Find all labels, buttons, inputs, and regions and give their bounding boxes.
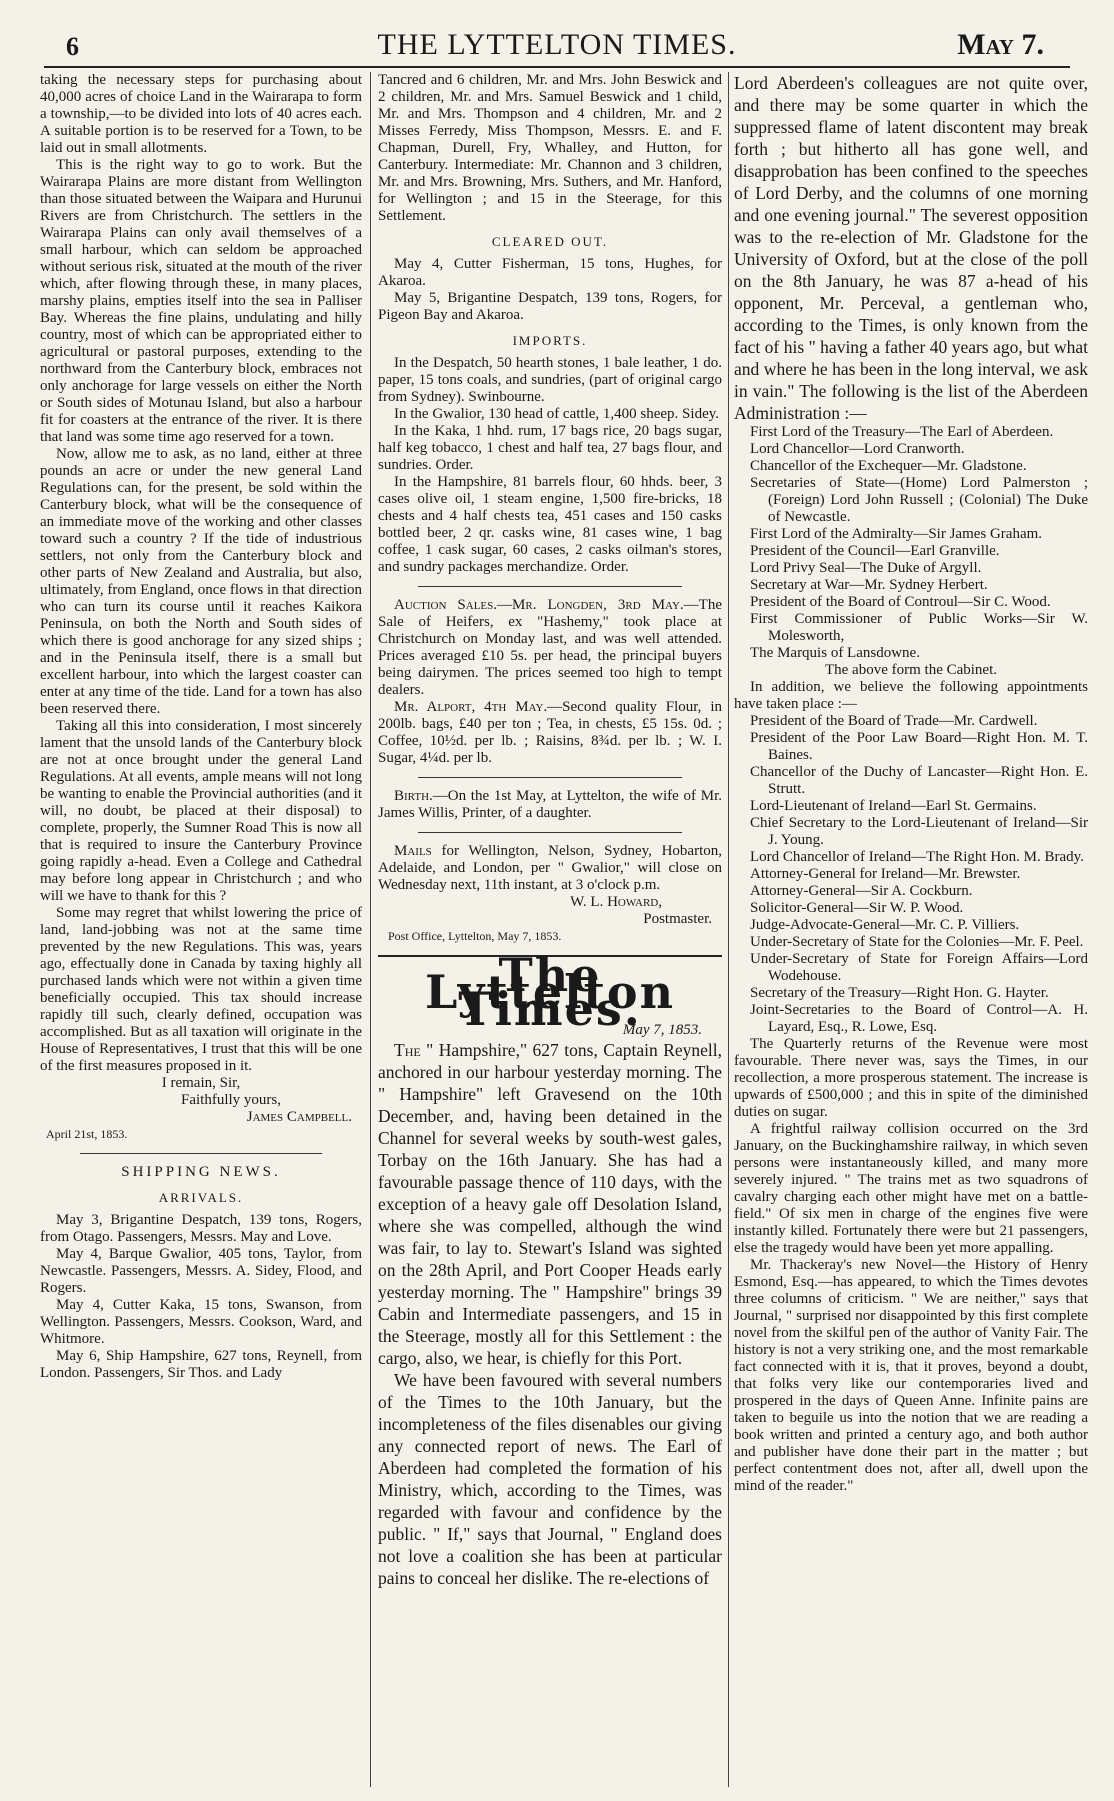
appointment-item: Attorney-General for Ireland—Mr. Brewster. bbox=[750, 866, 1021, 882]
appointment-item: Chief Secretary to the Lord-Lieutenant of Ireland—Sir J. Young. bbox=[750, 815, 1088, 848]
cabinet-item: First Lord of the Treasury—The Earl of Aberdeen. bbox=[750, 424, 1054, 440]
appointment-item: Chancellor of the Duchy of Lancaster—Right Hon. E. Strutt. bbox=[750, 764, 1088, 797]
appointment-item: Under-Secretary of State for Foreign Affairs—Lord Wodehouse. bbox=[750, 951, 1088, 984]
appointment-item: Solicitor-General—Sir W. P. Wood. bbox=[750, 900, 964, 916]
railway-paragraph: A frightful railway collision occurred on the 3rd January, on the Buckinghamshire railway, in which seven persons were instantaneously killed, and many more severely injured. " The trains met as two squadrons of cavalry charging each other might have met on a battle-field." Of six men in charge of the engines five were instantly killed. Fortunately there were but 21 passengers, else the tragedy would have been yet more appalling. bbox=[734, 1121, 1088, 1256]
letter-date: April 21st, 1853. bbox=[46, 1127, 128, 1141]
editorial-text: " Hampshire," 627 tons, Captain Reynell, anchored in our harbour yesterday morning. The " Hampshire" left Gravesend on the 10th December, and, having been detained in the Channel for several weeks by south-west gales, Torbay on the 16th January. She has had a favourable passage thence of 110 days, with the exception of a heavy gale off Desolation Island, where she was compelled, although the wind was fair, to lay to. Stewart's Island was sighted on the 28th April, and Port Cooper Heads early yesterday morning. The " Hampshire" brings 39 Cabin and Intermediate passengers, and 15 in the Steerage, mostly all for this Settlement : the cargo, also, we hear, is chiefly for this Port. bbox=[378, 1040, 722, 1368]
letter-paragraph: Some may regret that whilst lowering the price of land, land-jobbing was not at the same time prevented by the new Regulations. This was, years ago, effectually done in Canada by taxing highly all purchased lands which were not within a given time beneficially occupied. This tax should increase rapidly till such, clearly defined, occupation was accomplished. But as all taxation will originate in the House of Representatives, I trust that this will be one of the first measures proposed in it. bbox=[40, 905, 362, 1074]
editorial-masthead: The Lyttelton Times. bbox=[424, 948, 676, 1036]
appointment-item: Lord-Lieutenant of Ireland—Earl St. Germains. bbox=[750, 798, 1037, 814]
auction-lead: Mr. Alport, 4th May. bbox=[394, 699, 548, 715]
birth-notice bbox=[378, 788, 722, 822]
cabinet-item: The Marquis of Lansdowne. bbox=[750, 645, 920, 661]
page-header bbox=[44, 22, 1070, 68]
imports-heading: IMPORTS. bbox=[512, 333, 588, 348]
letter-paragraph: Now, allow me to ask, as no land, either at three pounds an acre or under the new general Land Regulations can, for the present, be sold within the Canterbury block, what will be the consequence of an immediate move of the working and other classes toward such a country ? If the tide of industrious settlers, not only from the Canterbury block and other parts of New Zealand and Australia, but also, ultimately, from England, once flows in that direction who can turn its course until it reaches Kaikora Peninsula, on both the North and South sides of which there is good anchorage for any sized ships ; and in the Peninsula itself, there is a small but excellent harbour, into which the largest coaster can enter at any time of the tide. Land for a town has also been reserved there. bbox=[40, 446, 362, 717]
import-entry: In the Kaka, 1 hhd. rum, 17 bags rice, 20 bags sugar, half keg tobacco, 1 chest and half tea, 27 bags flour, and sundries. Order. bbox=[378, 423, 722, 473]
auction-text: —Second quality Flour, in 200lb. bags, £40 per ton ; Tea, in chests, £5 15s. 0d. ; Coffee, 10½d. per lb. ; Raisins, 8¾d. per lb. ; W. I. Sugar, 4¼d. per lb. bbox=[378, 699, 722, 766]
newspaper-title: THE LYTTELTON TIMES. bbox=[377, 28, 737, 61]
appointment-item: Joint-Secretaries to the Board of Control—A. H. Layard, Esq., R. Lowe, Esq. bbox=[750, 1002, 1088, 1035]
editorial-paragraph: Lord Aberdeen's colleagues are not quite over, and there may be some quarter in which the suppressed flame of latent discontent may break forth ; but hitherto all has gone well, and disapprobation has been confined to the speeches of Lord Derby, and the columns of one morning and one evening journal." The severest opposition was to the re-election of Mr. Gladstone for the University of Oxford, but at the close of the poll on the 8th January, he was 87 a-head of his opponent, Mr. Perceval, a gentleman who, according to the Times, is only known from the fact of his " having a father 40 years ago, but what and where he has been in the long interval, we ask in vain." The following is the list of the Aberdeen Administration :— bbox=[734, 73, 1088, 423]
import-entry: In the Gwalior, 130 head of cattle, 1,400 sheep. Sidey. bbox=[394, 406, 720, 422]
thackeray-paragraph: Mr. Thackeray's new Novel—the History of Henry Esmond, Esq.—has appeared, to which the Times devotes three columns of criticism. " We are neither," says that Journal, " surprised nor disappointed by this first complete novel from the skilful pen of the author of Vanity Fair. The history is not a very striking one, and the most remarkable fact connected with it is, that it proves, beyond a doubt, that folks very like our contemporaries lived and prospered in the days of Queen Anne. Infinite pains are taken to beguile us into the notion that we are reading a book written and printed a century ago, and both author and publisher have done their part in the matter ; but perfect contentment does not, after all, dwell upon the mind of the reader." bbox=[734, 1257, 1088, 1494]
birth-lead: Birth. bbox=[394, 788, 433, 804]
section-divider bbox=[418, 832, 682, 833]
import-entry: In the Hampshire, 81 barrels flour, 60 hhds. beer, 3 cases olive oil, 1 steam engine, 1,500 fire-bricks, 18 chests and 4 half chests tea, 451 cases and 150 casks bottled beer, 2 qr. casks wine, 81 cases wine, 1 bag coffee, 1 cask sugar, 60 cases, 2 casks oilman's stores, and sundry packages merchandize. Order. bbox=[378, 474, 722, 575]
letter-paragraph: taking the necessary steps for purchasing about 40,000 acres of choice Land in the Wairarapa to form a township,—to be divided into lots of 40 acres each. A suitable portion is to be reserved for a Town, to be laid out in small allotments. bbox=[40, 72, 362, 156]
revenue-paragraph: The Quarterly returns of the Revenue were most favourable. There never was, says the Times, in our recollection, a more prosperous statement. The increase is upwards of £500,000 ; and this in spite of the diminished duties on sugar. bbox=[734, 1036, 1088, 1120]
postmaster-title: Postmaster. bbox=[643, 911, 712, 927]
mails-notice bbox=[378, 843, 722, 894]
cleared-entry: May 4, Cutter Fisherman, 15 tons, Hughes, for Akaroa. bbox=[378, 256, 722, 289]
arrival-entry: May 3, Brigantine Despatch, 139 tons, Rogers, from Otago. Passengers, Messrs. May and Love. bbox=[40, 1212, 362, 1245]
mails-lead: Mails bbox=[394, 843, 432, 859]
section-divider bbox=[80, 1153, 322, 1154]
postmaster-name: W. L. Howard, bbox=[570, 894, 662, 910]
editorial-lead: The bbox=[394, 1040, 421, 1060]
mails-text: for Wellington, Nelson, Sydney, Hobarton, Adelaide, and London, per " Gwalior," will close on Wednesday next, 11th instant, at 3 o'clock p.m. bbox=[378, 843, 722, 893]
editorial-date: May 7, 1853. bbox=[622, 1022, 702, 1038]
birth-text: —On the 1st May, at Lyttelton, the wife of Mr. James Willis, Printer, of a daughter. bbox=[378, 788, 722, 821]
cabinet-item: Secretaries of State—(Home) Lord Palmerston ; (Foreign) Lord John Russell ; (Colonial) The Duke of Newcastle. bbox=[750, 475, 1088, 525]
editorial-paragraph: We have been favoured with several numbers of the Times to the 10th January, but the incompleteness of the files disenables our giving any connected report of news. The Earl of Aberdeen had completed the formation of his Ministry, which, according to the Times, was regarded with favour and confidence by the public. " If," says that Journal, " England does not love a coalition she has been at particular pains to conceal her dislike. The re-elections of bbox=[378, 1370, 722, 1588]
column-rule bbox=[728, 72, 729, 1787]
column-rule bbox=[370, 72, 371, 1787]
letter-paragraph: This is the right way to go to work. But the Wairarapa Plains are more distant from Wellington than those situated between the Waipara and Hurunui Rivers are from Christchurch. The settlers in the Wairarapa Plains can only avail themselves of a small harbour, which can seldom be approached without serious risk, situated at the mouth of the river which, after flowing through these, in many places, marshy plains, empties itself into the sea in Palliser Bay. Whereas the fine plains, undulating and hilly country, most of which can be appropriated either to agricultural or pastoral purposes, extending to the northward from the Canterbury block, embraces not only anchorage for large vessels on either the North or South sides of Motunau Island, but also a harbour fit for coasters at the entrance of the river. It is there that land was some time ago reserved for a town. bbox=[40, 157, 362, 445]
cabinet-item: Secretary at War—Mr. Sydney Herbert. bbox=[750, 577, 988, 593]
import-entry: In the Despatch, 50 hearth stones, 1 bale leather, 1 do. paper, 15 tons coals, and sundries, (part of original cargo from Sydney). Swinbourne. bbox=[378, 355, 722, 405]
auction-lead: Auction Sales.—Mr. Longden, 3rd May. bbox=[394, 597, 684, 613]
cabinet-item: Lord Chancellor—Lord Cranworth. bbox=[750, 441, 965, 457]
page-date: May 7. bbox=[957, 28, 1044, 61]
cabinet-item: President of the Board of Controul—Sir C. Wood. bbox=[750, 594, 1051, 610]
auction-notice bbox=[378, 597, 722, 699]
appointment-item: Judge-Advocate-General—Mr. C. P. Villiers. bbox=[750, 917, 1020, 933]
cabinet-item: Lord Privy Seal—The Duke of Argyll. bbox=[750, 560, 982, 576]
column-2 bbox=[378, 72, 722, 1787]
column-3 bbox=[734, 72, 1088, 1787]
letter-signature: James Campbell. bbox=[246, 1109, 352, 1125]
cabinet-list bbox=[734, 424, 1088, 662]
section-divider bbox=[418, 777, 682, 778]
appointment-item: Under-Secretary of State for the Colonies—Mr. F. Peel. bbox=[750, 934, 1084, 950]
letter-closing: I remain, Sir, bbox=[161, 1075, 241, 1091]
cabinet-item: First Lord of the Admiralty—Sir James Graham. bbox=[750, 526, 1043, 542]
arrival-entry: May 6, Ship Hampshire, 627 tons, Reynell, from London. Passengers, Sir Thos. and Lady bbox=[40, 1348, 362, 1381]
cleared-out-heading: CLEARED OUT. bbox=[491, 234, 609, 249]
letter-closing: Faithfully yours, bbox=[181, 1092, 281, 1108]
cabinet-item: President of the Council—Earl Granville. bbox=[750, 543, 1000, 559]
editorial-paragraph bbox=[378, 1039, 722, 1369]
auction-notice bbox=[378, 699, 722, 767]
arrival-entry: May 4, Cutter Kaka, 15 tons, Swanson, from Wellington. Passengers, Messrs. Cookson, Ward, and Whitmore. bbox=[40, 1297, 362, 1347]
cabinet-item: First Commissioner of Public Works—Sir W. Molesworth, bbox=[750, 611, 1088, 644]
appointments-list bbox=[734, 713, 1088, 1036]
cleared-entry: May 5, Brigantine Despatch, 139 tons, Rogers, for Pigeon Bay and Akaroa. bbox=[378, 290, 722, 323]
column-1 bbox=[40, 72, 362, 1787]
cabinet-item: Chancellor of the Exchequer—Mr. Gladstone. bbox=[750, 458, 1027, 474]
appointment-item: Attorney-General—Sir A. Cockburn. bbox=[750, 883, 973, 899]
appointment-item: Lord Chancellor of Ireland—The Right Hon. M. Brady. bbox=[750, 849, 1084, 865]
letter-paragraph: Taking all this into consideration, I most sincerely lament that the unsold lands of the Canterbury block are not at once brought under the general Land Regulations. At all events, ample means will not long be wanting to enable the Provincial authorities (and it will, no doubt, be placed at their disposal) to complete, properly, the Sumner Road This is now all that is required to insure the Canterbury Province going rapidly a-head. Even a College and Cathedral may before long appear in Christchurch ; and who will we have to thank for this ? bbox=[40, 718, 362, 904]
appointment-item: President of the Board of Trade—Mr. Cardwell. bbox=[750, 713, 1038, 729]
appointments-intro: In addition, we believe the following appointments have taken place :— bbox=[734, 679, 1088, 712]
arrivals-heading: ARRIVALS. bbox=[158, 1190, 244, 1205]
appointment-item: President of the Poor Law Board—Right Hon. M. T. Baines. bbox=[750, 730, 1088, 763]
section-divider bbox=[418, 586, 682, 587]
arrival-entry: May 4, Barque Gwalior, 405 tons, Taylor, from Newcastle. Passengers, Messrs. A. Sidey, Flood, and Rogers. bbox=[40, 1246, 362, 1296]
appointment-item: Secretary of the Treasury—Right Hon. G. Hayter. bbox=[750, 985, 1049, 1001]
page-number: 6 bbox=[66, 32, 79, 61]
shipping-news-heading: SHIPPING NEWS. bbox=[121, 1164, 281, 1180]
arrival-entry-continued: Tancred and 6 children, Mr. and Mrs. John Beswick and 2 children, Mr. and Mrs. Samuel Beswick and 1 child, Mr. and Mrs. Thompson and 4 children, Mr. and 2 Misses Ferredy, Miss Thompson, Messrs. E. and F. Chapman, Durell, Fry, Whalley, and Hutton, for Canterbury. Intermediate: Mr. Channon and 3 children, Mr. and Mrs. Browning, Mrs. Suthers, and Mr. Hanford, for Wellington ; and 15 in the Steerage, for this Settlement. bbox=[378, 72, 722, 224]
post-office-dateline: Post Office, Lyttelton, May 7, 1853. bbox=[388, 929, 562, 943]
cabinet-note: The above form the Cabinet. bbox=[824, 662, 998, 678]
auction-text: —The Sale of Heifers, ex "Hashemy," took place at Christchurch on Monday last, and was well attended. Prices averaged £10 5s. per head, the principal buyers being dairymen. The prices seemed too high to tempt dealers. bbox=[378, 597, 722, 698]
